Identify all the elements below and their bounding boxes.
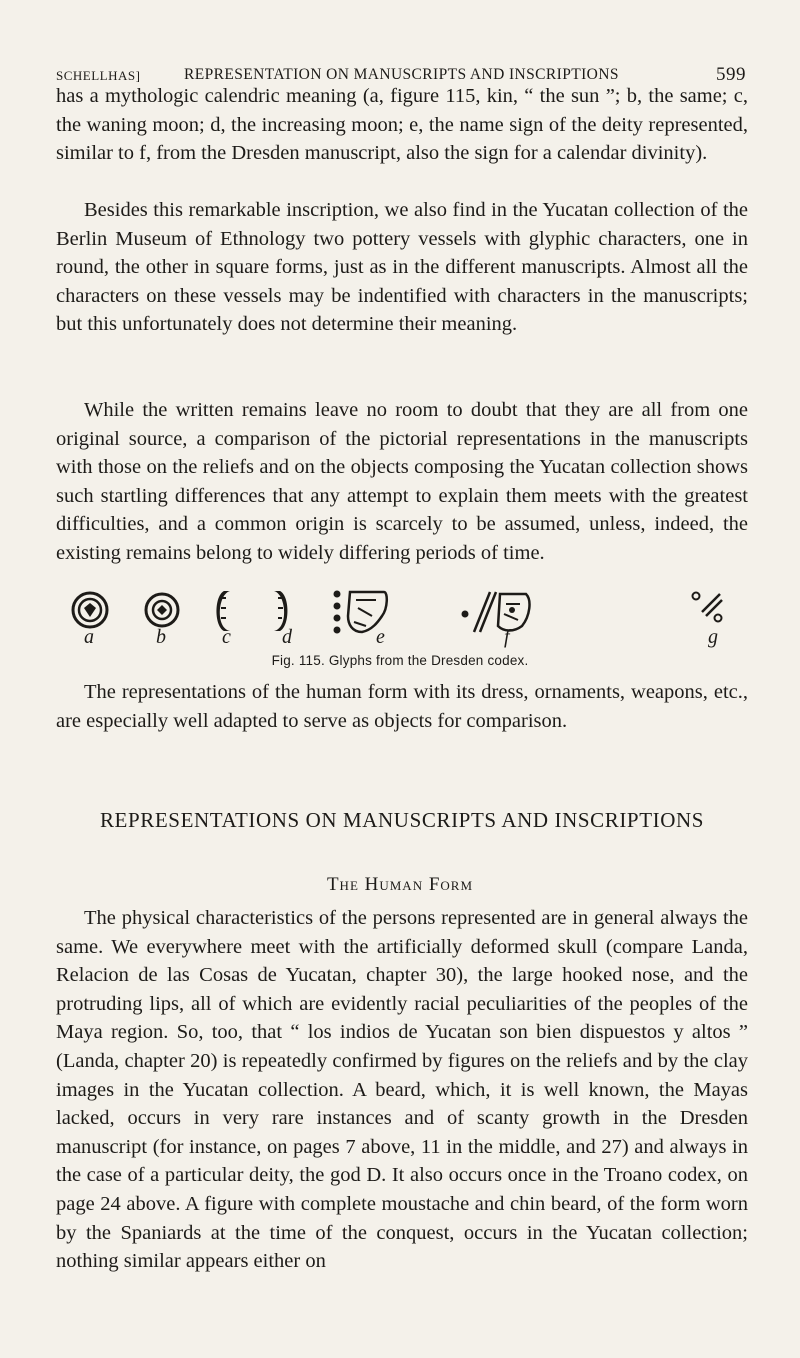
figure-label: b [156, 626, 166, 648]
running-head-author: SCHELLHAS] [56, 68, 141, 83]
paragraph-4: The representations of the human form with its dress, ornaments, weapons, etc., are especially well adapted to serve as objects for comparison. [56, 681, 748, 732]
paragraph-5: The physical characteristics of the persons represented are in general always the same. We everywhere meet with the artificially deformed skull (compare Landa, Relacion de las Cosas de Yucatan, chapter 30), the large hooked nose, and the protruding lips, all of which are evidently racial peculiarities of the peoples of the Maya region. So, too, that “ los indios de Yucatan son bien dispuestos y altos ” (Landa, chapter 20) is repeatedly confirmed by figures on the reliefs and by the clay images in the Yucatan collection. A beard, which, it is well known, the Mayas lacked, occurs in very rare instances and of scanty growth in the Dresden manuscript (for instance, on pages 7 above, 11 in the middle, and 27) and always in the case of a particular deity, the god D. It also occurs once in the Troano codex, on page 24 above. A figure with complete moustache and chin beard, of the form worn by the Spaniards at the time of the conquest, occurs in the Yucatan collection; nothing similar appears either on [56, 907, 748, 1273]
running-head-title: REPRESENTATION ON MANUSCRIPTS AND INSCRIPTIONS [184, 66, 619, 83]
figure-label: c [222, 626, 231, 648]
paragraph-2: Besides this remarkable inscription, we also find in the Yucatan collection of the Berlin Museum of Ethnology two pottery vessels with glyphic characters, one in round, the other in square forms, just as in the different manuscripts. Almost all the characters on these vessels may be indentified with characters in the manuscripts; but this unfortunately does not determine their meaning. [56, 199, 748, 336]
section-heading: REPRESENTATIONS ON MANUSCRIPTS AND INSCRIPTIONS [99, 808, 705, 832]
figure-labels [70, 626, 750, 654]
figure-label: f [504, 626, 510, 648]
figure-label: g [708, 626, 718, 648]
figure-label: a [84, 626, 94, 648]
figure-caption: Fig. 115. Glyphs from the Dresden codex. [271, 653, 529, 668]
glyph-g-calendar-divinity-icon [690, 588, 726, 630]
paragraph-1: has a mythologic calendric meaning (a, figure 115, kin, “ the sun ”; b, the same; c, the waning moon; d, the increasing moon; e, the name sign of the deity represented, similar to f, from the Dresden manuscript, also the sign for a calendar divinity). [56, 85, 748, 165]
figure-label: d [282, 626, 292, 648]
page-number: 599 [716, 64, 746, 85]
paragraph-3: While the written remains leave no room to doubt that they are all from one original source, a comparison of the pictorial representations in the manuscripts with those on the reliefs and on the objects composing the Yucatan collection shows such startling differences that any attempt to explain them meets with the greatest difficulties, and a common origin is scarcely to be assumed, unless, indeed, the existing remains belong to widely differing periods of time. [56, 399, 748, 564]
figure-label: e [376, 626, 385, 648]
subheading: The Human Form [326, 874, 474, 895]
